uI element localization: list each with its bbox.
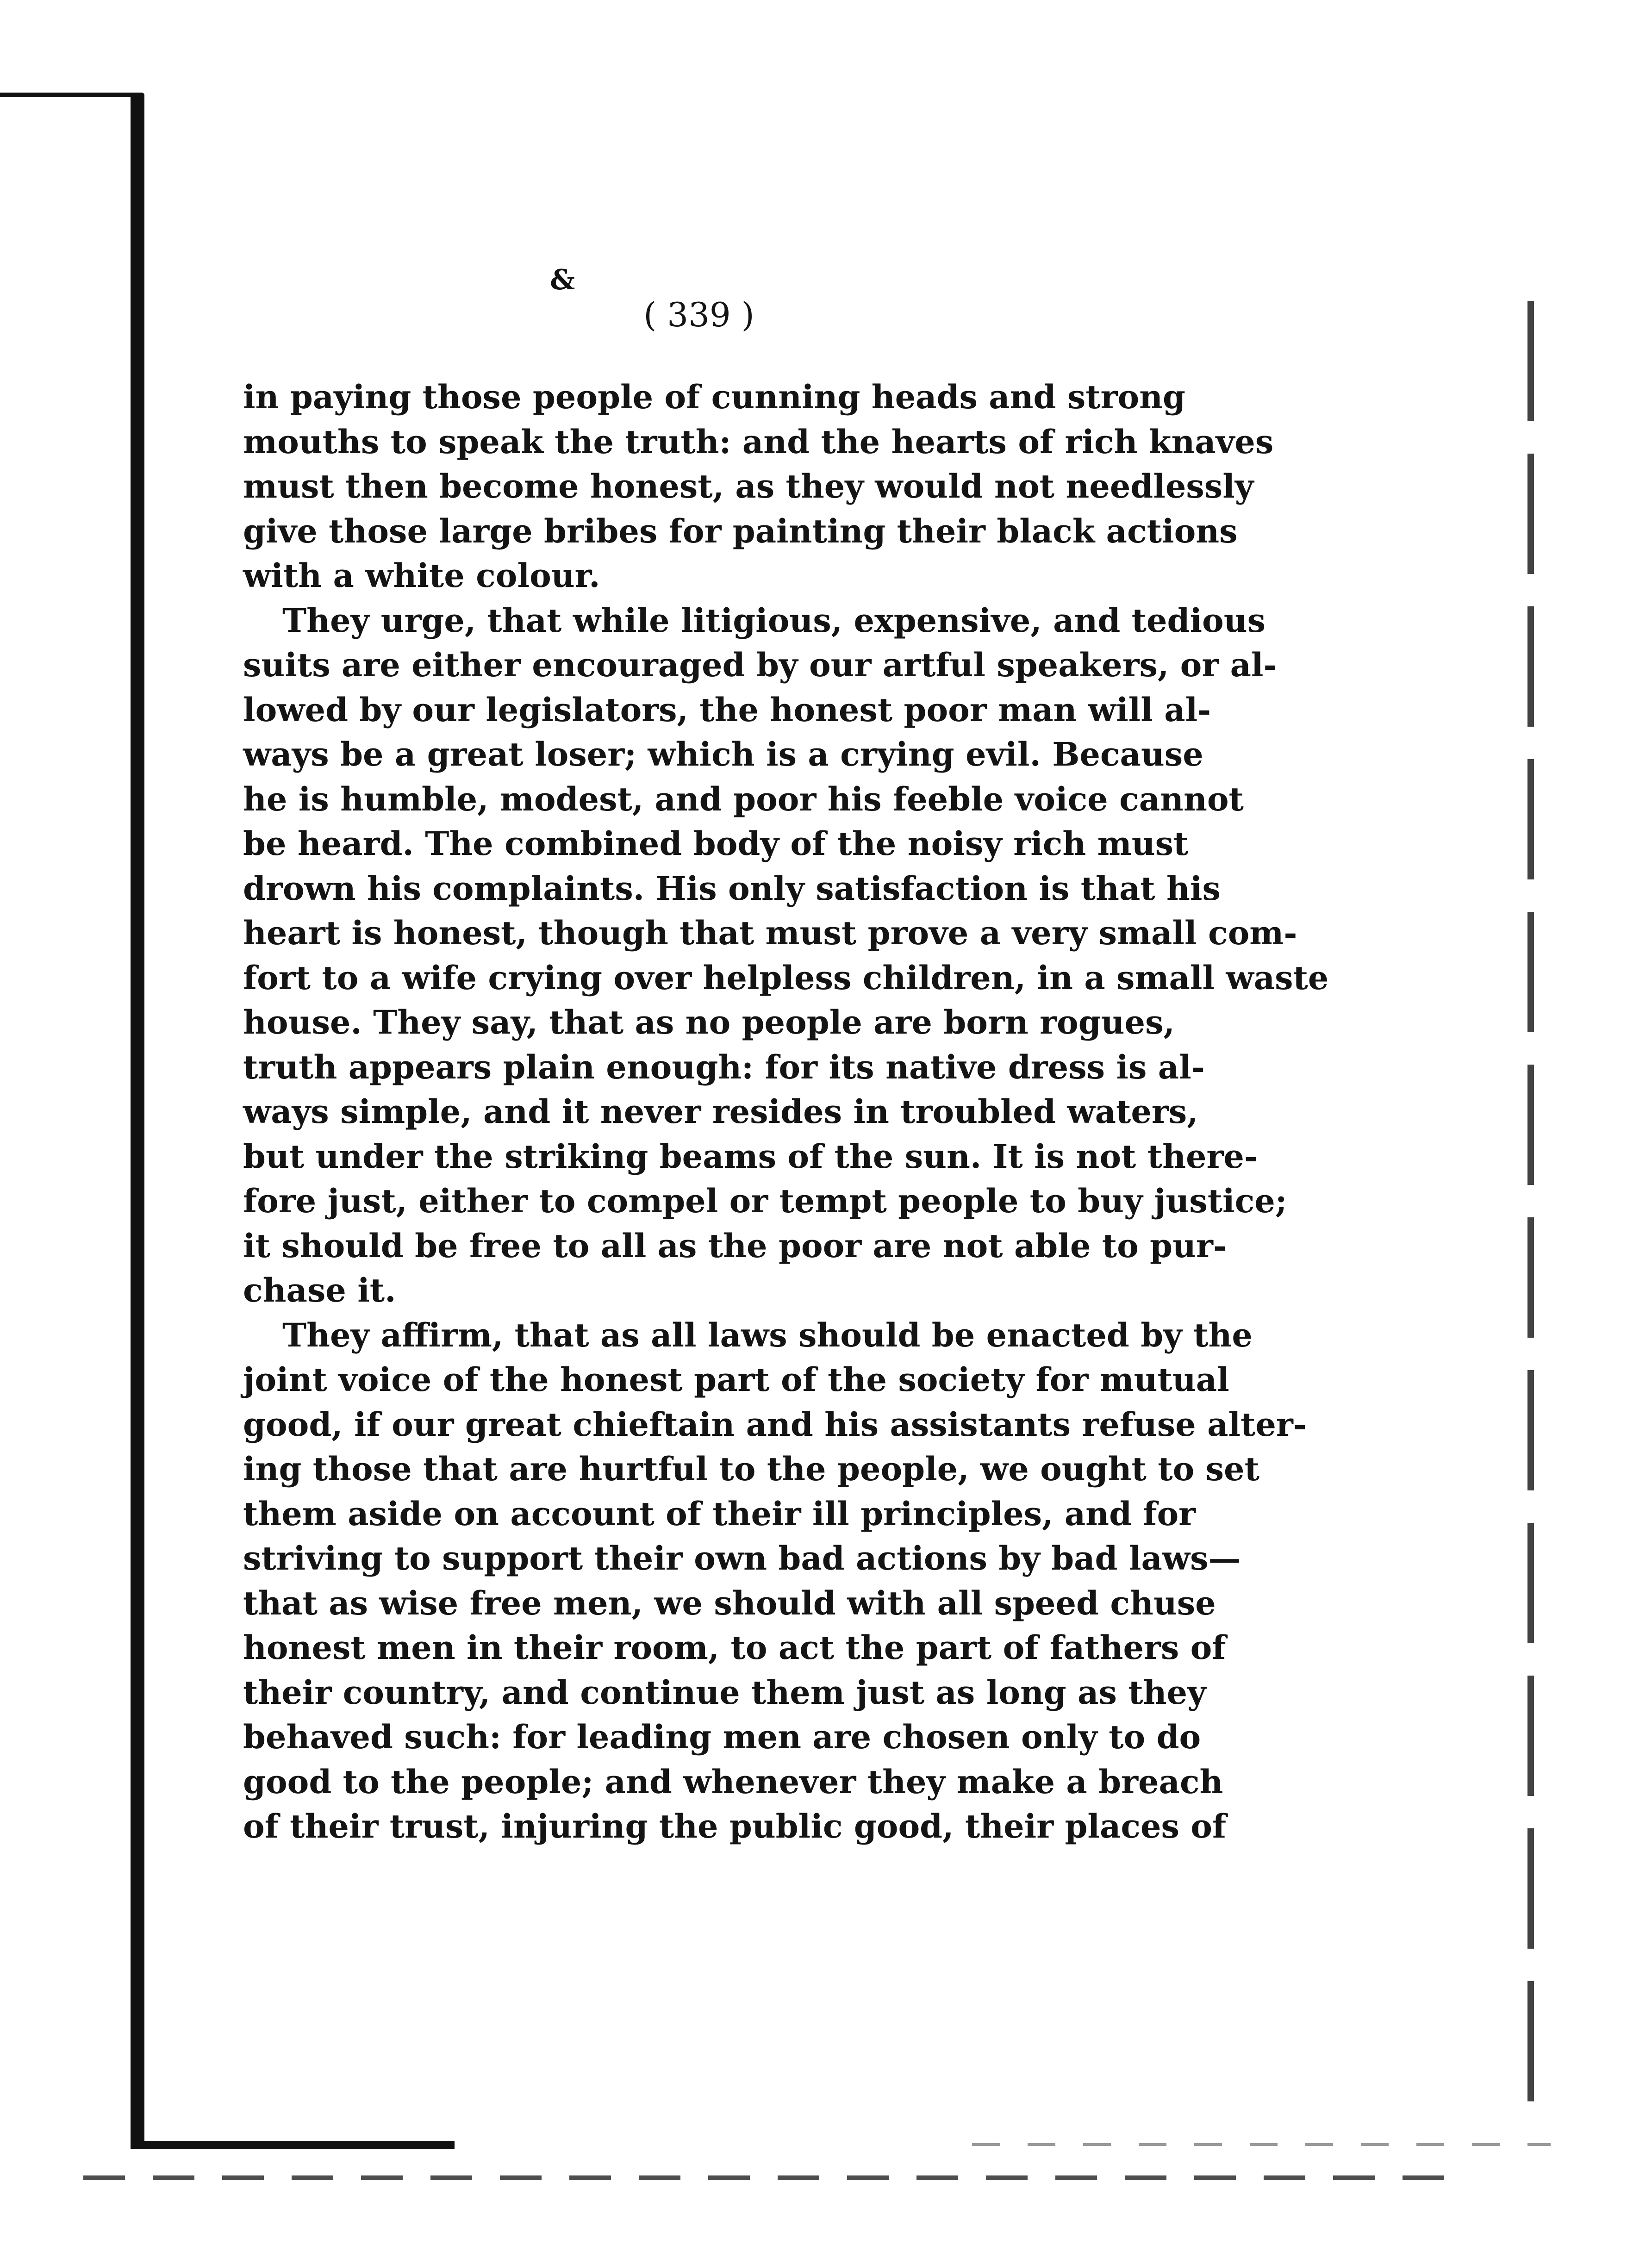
text-line: good to the people; and whenever they make a breach bbox=[243, 1762, 1223, 1801]
text-line: that as wise free men, we should with all speed chuse bbox=[243, 1583, 1216, 1622]
binding-top-edge bbox=[0, 93, 139, 97]
text-line: fort to a wife crying over helpless children, in a small waste bbox=[243, 958, 1329, 997]
text-line: good, if our great chieftain and his assistants refuse alter- bbox=[243, 1405, 1307, 1444]
text-line: of their trust, injuring the public good, their places of bbox=[243, 1807, 1227, 1845]
text-line: joint voice of the honest part of the society for mutual bbox=[243, 1360, 1229, 1399]
text-line: house. They say, that as no people are born rogues, bbox=[243, 1003, 1175, 1041]
body-text bbox=[243, 375, 1329, 1849]
scan-artifact-bottom-light bbox=[972, 2143, 1551, 2146]
text-line: honest men in their room, to act the part of fathers of bbox=[243, 1628, 1226, 1667]
text-line: but under the striking beams of the sun. It is not there- bbox=[243, 1137, 1258, 1176]
text-line: their country, and continue them just as long as they bbox=[243, 1673, 1206, 1712]
ink-mark: & bbox=[550, 264, 575, 296]
page-number: ( 339 ) bbox=[643, 295, 754, 334]
text-line: them aside on account of their ill principles, and for bbox=[243, 1494, 1196, 1533]
text-line: be heard. The combined body of the noisy rich must bbox=[243, 824, 1189, 863]
text-line: fore just, either to compel or tempt people to buy justice; bbox=[243, 1182, 1287, 1220]
text-line: lowed by our legislators, the honest poor man will al- bbox=[243, 690, 1211, 729]
binding-left-edge bbox=[131, 93, 144, 2148]
scan-artifact-right-edge bbox=[1527, 301, 1534, 2106]
text-line: striving to support their own bad actions by bad laws— bbox=[243, 1539, 1241, 1577]
text-line: ways simple, and it never resides in troubled waters, bbox=[243, 1092, 1198, 1131]
text-line: he is humble, modest, and poor his feeble voice cannot bbox=[243, 779, 1244, 818]
paragraph-start: They urge, that while litigious, expensive, and tedious bbox=[282, 601, 1266, 640]
text-line: ing those that are hurtful to the people, we ought to set bbox=[243, 1450, 1259, 1488]
text-line: drown his complaints. His only satisfaction is that his bbox=[243, 869, 1221, 908]
text-line: give those large bribes for painting their black actions bbox=[243, 511, 1238, 550]
paragraph-start: They affirm, that as all laws should be enacted by the bbox=[282, 1315, 1253, 1354]
text-line: chase it. bbox=[243, 1271, 396, 1309]
text-line: suits are either encouraged by our artful speakers, or al- bbox=[243, 646, 1277, 684]
text-line: truth appears plain enough: for its native dress is al- bbox=[243, 1047, 1205, 1086]
text-line: must then become honest, as they would not needlessly bbox=[243, 467, 1254, 505]
text-line: it should be free to all as the poor are not able to pur- bbox=[243, 1226, 1227, 1265]
text-line: heart is honest, though that must prove a very small com- bbox=[243, 914, 1297, 952]
scan-artifact-bottom bbox=[83, 2175, 1472, 2180]
binding-bottom-edge bbox=[131, 2141, 455, 2149]
text-line: behaved such: for leading men are chosen only to do bbox=[243, 1718, 1201, 1756]
text-line: with a white colour. bbox=[243, 556, 600, 595]
text-line: in paying those people of cunning heads and strong bbox=[243, 378, 1185, 416]
text-line: ways be a great loser; which is a crying evil. Because bbox=[243, 735, 1203, 773]
text-line: mouths to speak the truth: and the hearts of rich knaves bbox=[243, 422, 1274, 461]
